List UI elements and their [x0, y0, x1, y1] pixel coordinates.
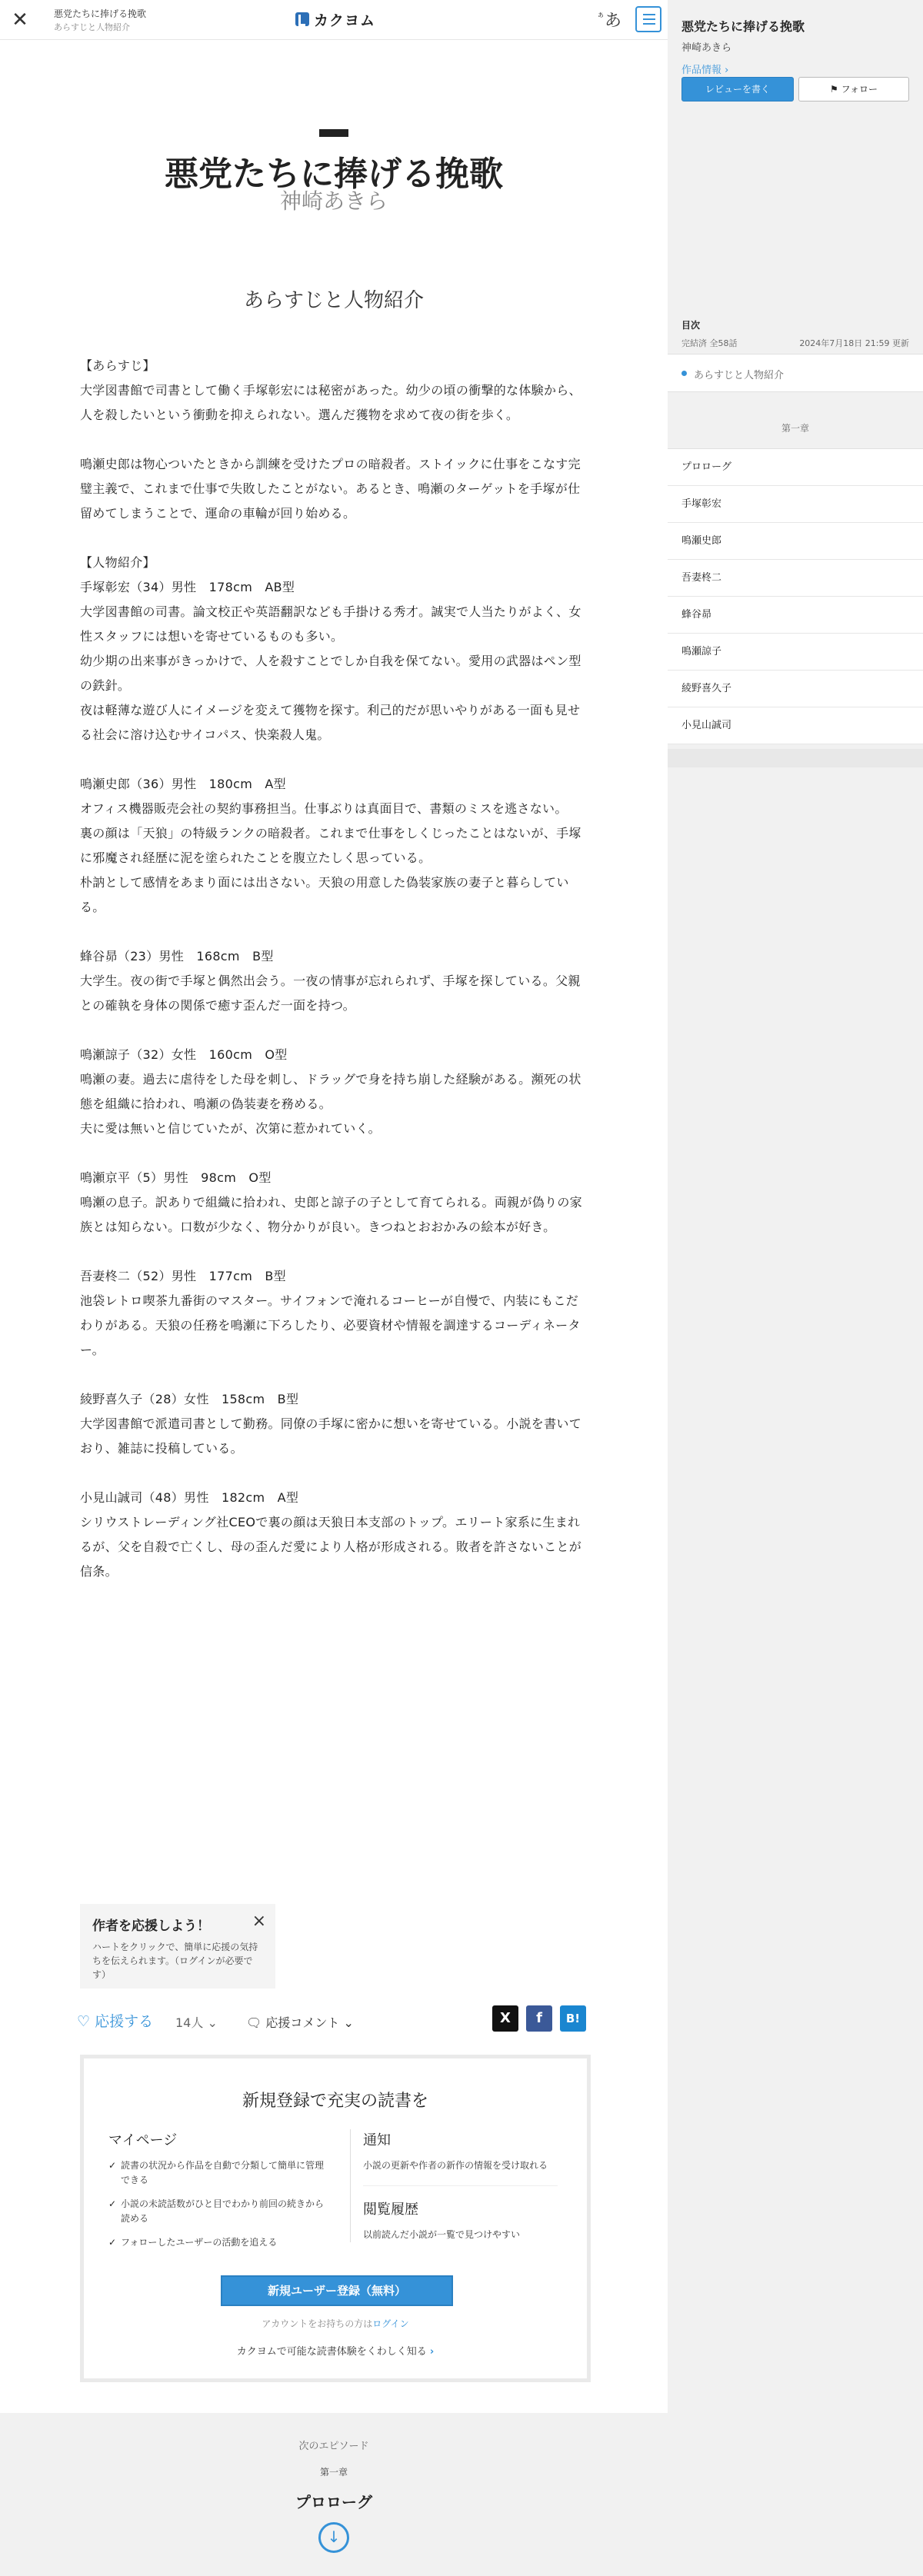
body-paragraph: 鳴瀬史郎（36）男性 180cm A型: [80, 777, 286, 791]
close-icon[interactable]: ✕: [12, 8, 28, 32]
notify-column: [350, 2129, 558, 2242]
mypage-feature-item: ✓ 読書の状況から作品を自動で分類して簡単に管理できる: [108, 2158, 332, 2188]
work-info-label: 作品情報: [681, 65, 722, 76]
body-paragraph: [80, 1141, 591, 1166]
body-paragraph: 夜は軽薄な遊び人にイメージを変えて獲物を探す。利己的だが思いやりがある一面も見せる社会に溶け込むサイコパス、快楽殺人鬼。: [80, 703, 581, 742]
current-dot-icon: [681, 371, 687, 376]
title-mark: [319, 129, 348, 137]
top-episode-title: あらすじと人物紹介: [54, 22, 130, 32]
login-line: [84, 2317, 587, 2330]
login-prefix: アカウントをお持ちの方は: [262, 2318, 373, 2329]
signup-title: 新規登録で充実の読書を: [242, 2092, 428, 2111]
body-paragraph: 鳴瀬の妻。過去に虐待をした母を刺し、ドラッグで身を持ち崩した経験がある。瀕死の状態を組織に拾われ、鳴瀬の偽装妻を務める。: [80, 1072, 581, 1111]
body-paragraph: 小見山誠司（48）男性 182cm A型: [80, 1490, 299, 1505]
updated-date: 2024年7月18日 21:59 更新: [799, 338, 909, 348]
toc-current-label: あらすじと人物紹介: [694, 370, 785, 381]
chevron-down-icon: ⌄: [343, 2015, 354, 2030]
follow-button[interactable]: [798, 77, 909, 102]
body-paragraph: [80, 920, 591, 944]
signup-panel: [80, 2055, 591, 2382]
body-paragraph: 朴訥として感情をあまり面には出さない。天狼の用意した偽装家族の妻子と暮らしている。: [80, 875, 569, 914]
support-tooltip-text: ハートをクリックで、簡単に応援の気持ちを伝えられます。（ログインが必要です）: [92, 1942, 258, 1980]
mypage-feature-item: ✓ フォローしたユーザーの活動を追える: [108, 2235, 332, 2250]
mypage-heading: マイページ: [108, 2132, 178, 2148]
work-info-link[interactable]: [681, 62, 728, 76]
body-paragraph: 手塚彰宏（34）男性 178cm AB型: [80, 580, 295, 594]
work-status: 完結済 全58話: [681, 338, 738, 348]
body-paragraph: [80, 1363, 591, 1387]
support-row: [77, 2005, 591, 2036]
toc-label: 目次: [681, 320, 701, 331]
body-paragraph: 【人物紹介】: [80, 555, 155, 570]
toc-episode-item[interactable]: 鳴瀬史郎: [668, 523, 923, 560]
body-paragraph: 鳴瀬史郎は物心ついたときから訓練を受けたプロの暗殺者。ストイックに仕事をこなす完璧主義で、これまで仕事で失敗したことがない。あるとき、鳴瀬のターゲットを手塚が仕留めてしまうことで、運命の車輪が回り始める。: [80, 457, 581, 521]
ruby-toggle-button[interactable]: [597, 8, 621, 32]
body-paragraph: 鳴瀬諒子（32）女性 160cm O型: [80, 1047, 288, 1062]
follow-label: フォロー: [841, 84, 878, 95]
notify-heading: 通知: [363, 2132, 391, 2148]
author-name[interactable]: 神崎あきら: [279, 188, 388, 214]
episode-title: あらすじと人物紹介: [243, 289, 424, 312]
cheer-count: 14人: [175, 2015, 204, 2030]
kakuyomu-logo[interactable]: [295, 10, 375, 28]
toc-episode-item[interactable]: 小見山誠司: [668, 707, 923, 744]
toc-episode-item[interactable]: 鳴瀬諒子: [668, 634, 923, 671]
body-paragraph: 裏の顔は「天狼」の特級ランクの暗殺者。これまで仕事をしくじったことはないが、手塚に邪魔され経歴に泥を塗られたことを腹立たしく思っている。: [80, 826, 581, 865]
chevron-right-icon: ›: [429, 2346, 435, 2358]
hatena-bookmark-icon[interactable]: B!: [560, 2005, 586, 2032]
toc-episode-item[interactable]: 手塚彰宏: [668, 486, 923, 523]
cheer-count-button[interactable]: [175, 2013, 218, 2031]
chevron-down-icon: ⌄: [207, 2015, 218, 2030]
sidebar-buttons: [681, 77, 909, 102]
body-paragraph: 夫に愛は無いと信じていたが、次第に惹かれていく。: [80, 1121, 381, 1136]
body-paragraph: [80, 526, 591, 551]
ruby-toggle-label: あ: [605, 12, 622, 31]
write-review-button[interactable]: レビューを書く: [681, 77, 794, 102]
sidebar-work-title[interactable]: 悪党たちに捧げる挽歌: [681, 19, 805, 34]
toc-current-episode[interactable]: [668, 354, 923, 392]
episode-body: [80, 354, 591, 1584]
mypage-column: [108, 2129, 332, 2250]
work-title[interactable]: 悪党たちに捧げる挽歌: [165, 155, 503, 194]
bookmark-flag-icon: ⚑: [830, 84, 838, 95]
toc-episode-item[interactable]: 蜂谷昴: [668, 597, 923, 634]
sidebar-divider: [668, 749, 923, 767]
history-section: [363, 2185, 558, 2242]
logo-text: カクヨム: [314, 12, 376, 29]
next-episode-chapter: 第一章: [319, 2467, 348, 2478]
notify-text: 小説の更新や作者の新作の情報を受け取れる: [363, 2160, 548, 2171]
heart-icon: ♡: [77, 2013, 91, 2030]
body-paragraph: 池袋レトロ喫茶九番街のマスター。サイフォンで淹れるコーヒーが自慢で、内装にもこだわりがある。天狼の任務を鳴瀬に下ろしたり、必要資材や情報を調達するコーディネーター。: [80, 1293, 581, 1357]
x-share-icon[interactable]: X: [492, 2005, 518, 2032]
body-paragraph: [80, 1461, 591, 1486]
mypage-feature-item: ✓ 小説の未読話数がひと目でわかり前回の続きから読める: [108, 2197, 332, 2226]
body-paragraph: 大学図書館で司書として働く手塚彰宏には秘密があった。幼少の頃の衝撃的な体験から、人を殺したいという衝動を抑えられない。選んだ獲物を求めて夜の街を歩く。: [80, 383, 581, 422]
login-link[interactable]: ログイン: [372, 2318, 409, 2329]
body-paragraph: [80, 428, 591, 452]
register-button[interactable]: 新規ユーザー登録（無料）: [221, 2275, 453, 2306]
body-paragraph: シリウストレーディング社CEOで裏の顔は天狼日本支部のトップ。エリート家系に生まれるが、父を自殺で亡くし、母の歪んだ愛により人格が形成される。敗者を許さないことが信条。: [80, 1515, 582, 1579]
chapter-heading: 第一章: [668, 404, 923, 449]
toc-episode-item[interactable]: 綾野喜久子: [668, 671, 923, 707]
next-episode-label: 次のエピソード: [298, 2441, 369, 2452]
chapter-list: [668, 404, 923, 735]
toc-meta: [681, 337, 909, 349]
history-heading: 閲覧履歴: [363, 2202, 418, 2218]
learn-more-link[interactable]: [84, 2343, 587, 2358]
body-paragraph: 鳴瀬京平（5）男性 98cm O型: [80, 1170, 272, 1185]
top-bar: [0, 0, 668, 40]
support-tooltip: [80, 1904, 275, 1989]
body-paragraph: 鳴瀬の息子。訳ありで組織に拾われ、史郎と諒子の子として育てられる。両親が偽りの家族とは知らない。口数が少なく、物分かりが良い。きつねとおおかみの絵本が好き。: [80, 1195, 582, 1234]
sidebar-author[interactable]: 神崎あきら: [681, 42, 732, 54]
body-paragraph: 大学生。夜の街で手塚と偶然出会う。一夜の情事が忘れられず、手塚を探している。父親との確執を身体の関係で癒す歪んだ一面を持つ。: [80, 973, 581, 1013]
close-icon[interactable]: ×: [252, 1912, 266, 1931]
support-tooltip-title: 作者を応援しよう！: [92, 1919, 210, 1934]
top-work-title[interactable]: 悪党たちに捧げる挽歌: [54, 8, 147, 19]
toc-sidebar: [668, 0, 923, 2576]
arrow-down-icon[interactable]: ↓: [318, 2522, 349, 2553]
cheer-label: 応援する: [95, 2013, 154, 2030]
body-paragraph: オフィス機器販売会社の契約事務担当。仕事ぶりは真面目で、書類のミスを逃さない。: [80, 801, 568, 816]
body-paragraph: [80, 1018, 591, 1043]
toc-list-icon[interactable]: [635, 6, 661, 32]
ruby-toggle-small: ぁ: [597, 11, 605, 19]
next-episode-link[interactable]: プロローグ: [295, 2493, 372, 2511]
body-paragraph: [80, 747, 591, 772]
body-paragraph: 蜂谷昴（23）男性 168cm B型: [80, 949, 274, 964]
history-text: 以前読んだ小説が一覧で見つけやすい: [363, 2229, 521, 2240]
toc-episode-item[interactable]: 吾妻柊二: [668, 560, 923, 597]
cheer-comment-label: 応援コメント: [265, 2015, 340, 2030]
logo-icon: [295, 12, 309, 26]
body-paragraph: 大学図書館の司書。論文校正や英語翻訳なども手掛ける秀才。誠実で人当たりがよく、女性スタッフには想いを寄せているものも多い。: [80, 604, 581, 644]
learn-more-label: カクヨムで可能な読書体験をくわしく知る: [236, 2346, 427, 2358]
body-paragraph: [80, 1240, 591, 1264]
cheer-button[interactable]: [77, 2010, 153, 2031]
body-paragraph: 吾妻柊二（52）男性 177cm B型: [80, 1269, 286, 1283]
body-paragraph: 綾野喜久子（28）女性 158cm B型: [80, 1392, 299, 1406]
toc-episode-item[interactable]: プロローグ: [668, 449, 923, 486]
facebook-share-icon[interactable]: f: [526, 2005, 552, 2032]
chevron-right-icon: ›: [725, 65, 729, 76]
comment-icon: 🗨: [246, 2015, 262, 2030]
body-paragraph: 幼少期の出来事がきっかけで、人を殺すことでしか自我を保てない。愛用の武器はペン型の鉄針。: [80, 654, 581, 693]
body-paragraph: 【あらすじ】: [80, 358, 155, 373]
cheer-comment-button[interactable]: [246, 2013, 354, 2031]
body-paragraph: 大学図書館で派遣司書として勤務。同僚の手塚に密かに想いを寄せている。小説を書いており、雑誌に投稿している。: [80, 1416, 582, 1456]
next-episode-area: [0, 2413, 668, 2576]
